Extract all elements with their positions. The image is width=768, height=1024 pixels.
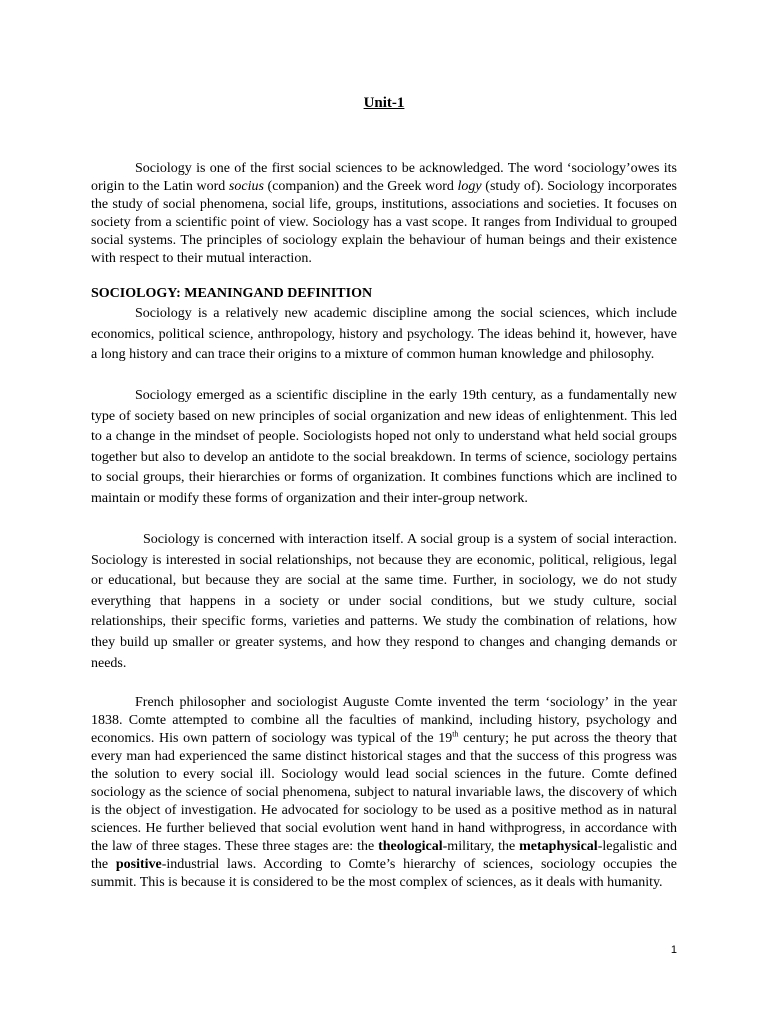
comte-text-1: French philosopher and sociologist Auguste Comte invented the term ‘sociology’ in the year 1838. Comte attempted to combine all the faculties of mankind, including history, psychology and economics. His own pattern of sociology was typical of the 19 bbox=[91, 695, 677, 746]
section-heading: SOCIOLOGY: MEANINGAND DEFINITION bbox=[91, 286, 373, 301]
intro-text-1: Sociology is one of the first social sciences to be acknowledged. The word ‘sociology’owes its origin to the Latin word bbox=[91, 161, 677, 194]
page-title: Unit-1 bbox=[363, 95, 405, 111]
comte-text-4: -legalistic and the bbox=[91, 839, 677, 872]
intro-paragraph bbox=[91, 160, 677, 268]
comte-bold-positive: positive bbox=[115, 857, 162, 872]
intro-italic-socius: socius bbox=[228, 179, 264, 194]
comte-bold-metaphysical: metaphysical bbox=[519, 839, 598, 854]
intro-text-3: (study of). Sociology incorporates the study of social phenomena, social life, groups, institutions, associations and societies. It focuses on society from a scientific point of view. Sociology has a vast scope. It ranges from Individual to grouped social systems. The principles of sociology explain the behaviour of human beings and their existence with respect to their mutual interaction. bbox=[91, 179, 677, 266]
intro-italic-logy: logy bbox=[457, 179, 482, 194]
comte-superscript: th bbox=[452, 729, 459, 739]
comte-text-3: -military, the bbox=[442, 839, 520, 854]
comte-text-5: -industrial laws. According to Comte’s hierarchy of sciences, sociology occupies the summit. This is because it is considered to be the most complex of sciences, as it deals with humanity. bbox=[91, 857, 677, 890]
paragraph-meaning-text: Sociology is a relatively new academic discipline among the social sciences, which include economics, political science, anthropology, history and psychology. The ideas behind it, however, have a long history and can trace their origins to a mixture of common human knowledge and philosophy. bbox=[91, 306, 677, 363]
paragraph-interaction bbox=[91, 530, 677, 674]
intro-text-2: (companion) and the Greek word bbox=[263, 179, 458, 194]
paragraph-meaning bbox=[91, 304, 677, 366]
paragraph-comte bbox=[91, 694, 677, 892]
comte-bold-theological: theological bbox=[378, 839, 443, 854]
paragraph-emergence bbox=[91, 386, 677, 510]
paragraph-interaction-text: Sociology is concerned with interaction itself. A social group is a system of social interaction. Sociology is interested in social relationships, not because they are economic, political, religious, legal or educational, but because they are social at the same time. Further, in sociology, we do not study everything that happens in a society or under social conditions, but we study culture, social relationships, their specific forms, varieties and patterns. We study the combination of relations, how they build up smaller or greater systems, and how they respond to changes and changing demands or needs. bbox=[91, 532, 677, 671]
comte-text-2: century; he put across the theory that every man had experienced the same distinct historical stages and that the success of this progress was the solution to every social ill. Sociology would lead social sciences in the future. Comte defined sociology as the science of social phenomena, subject to natural invariable laws, the discovery of which is the object of investigation. He advocated for sociology to be used as a positive method as in natural sciences. He further believed that social evolution went hand in hand withprogress, in accordance with the law of three stages. These three stages are: the bbox=[91, 731, 677, 854]
page-number: 1 bbox=[670, 944, 677, 956]
paragraph-emergence-text: Sociology emerged as a scientific discipline in the early 19th century, as a fundamentally new type of society based on new principles of social organization and new ideas of enlightenment. This led to a change in the mindset of people. Sociologists hoped not only to understand what held social groups together but also to develop an antidote to the social breakdown. In terms of science, sociology pertains to social groups, their hierarchies or forms of organization. It combines functions which are inclined to maintain or modify these forms of organization and their inter-group network. bbox=[91, 388, 677, 506]
